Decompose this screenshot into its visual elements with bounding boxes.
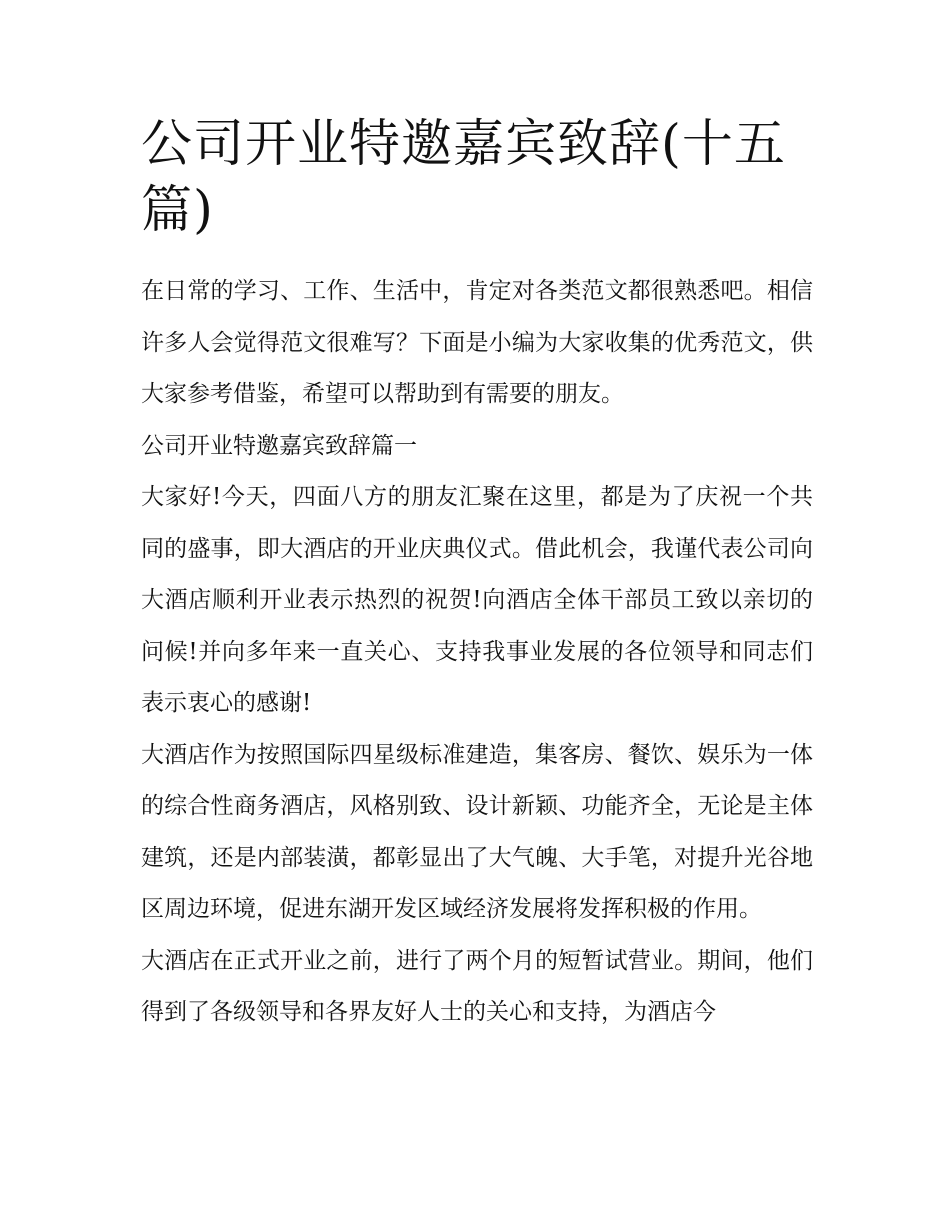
body-paragraph-3: 大酒店在正式开业之前，进行了两个月的短暂试营业。期间，他们得到了各级领导和各界友好人士的关心和支持，为酒店今 xyxy=(141,947,813,1025)
document-title: 公司开业特邀嘉宾致辞(十五篇) xyxy=(141,115,786,240)
body-paragraph-2: 大酒店作为按照国际四星级标准建造，集客房、餐饮、娱乐为一体的综合性商务酒店，风格别致、设计新颖、功能齐全，无论是主体建筑，还是内部装潢，都彰显出了大气魄、大手笔，对提升光谷地区周边环境，促进东湖开发区域经济发展将发挥积极的作用。 xyxy=(141,741,813,922)
document-body xyxy=(141,112,813,1039)
intro-paragraph: 在日常的学习、工作、生活中，肯定对各类范文都很熟悉吧。相信许多人会觉得范文很难写？下面是小编为大家收集的优秀范文，供大家参考借鉴，希望可以帮助到有需要的朋友。 xyxy=(141,278,813,407)
section-heading: 公司开业特邀嘉宾致辞篇一 xyxy=(141,432,417,459)
body-paragraph-1: 大家好!今天，四面八方的朋友汇聚在这里，都是为了庆祝一个共同的盛事，即大酒店的开业庆典仪式。借此机会，我谨代表公司向大酒店顺利开业表示热烈的祝贺!向酒店全体干部员工致以亲切的问候!并向多年来一直关心、支持我事业发展的各位领导和同志们表示衷心的感谢! xyxy=(141,484,813,716)
